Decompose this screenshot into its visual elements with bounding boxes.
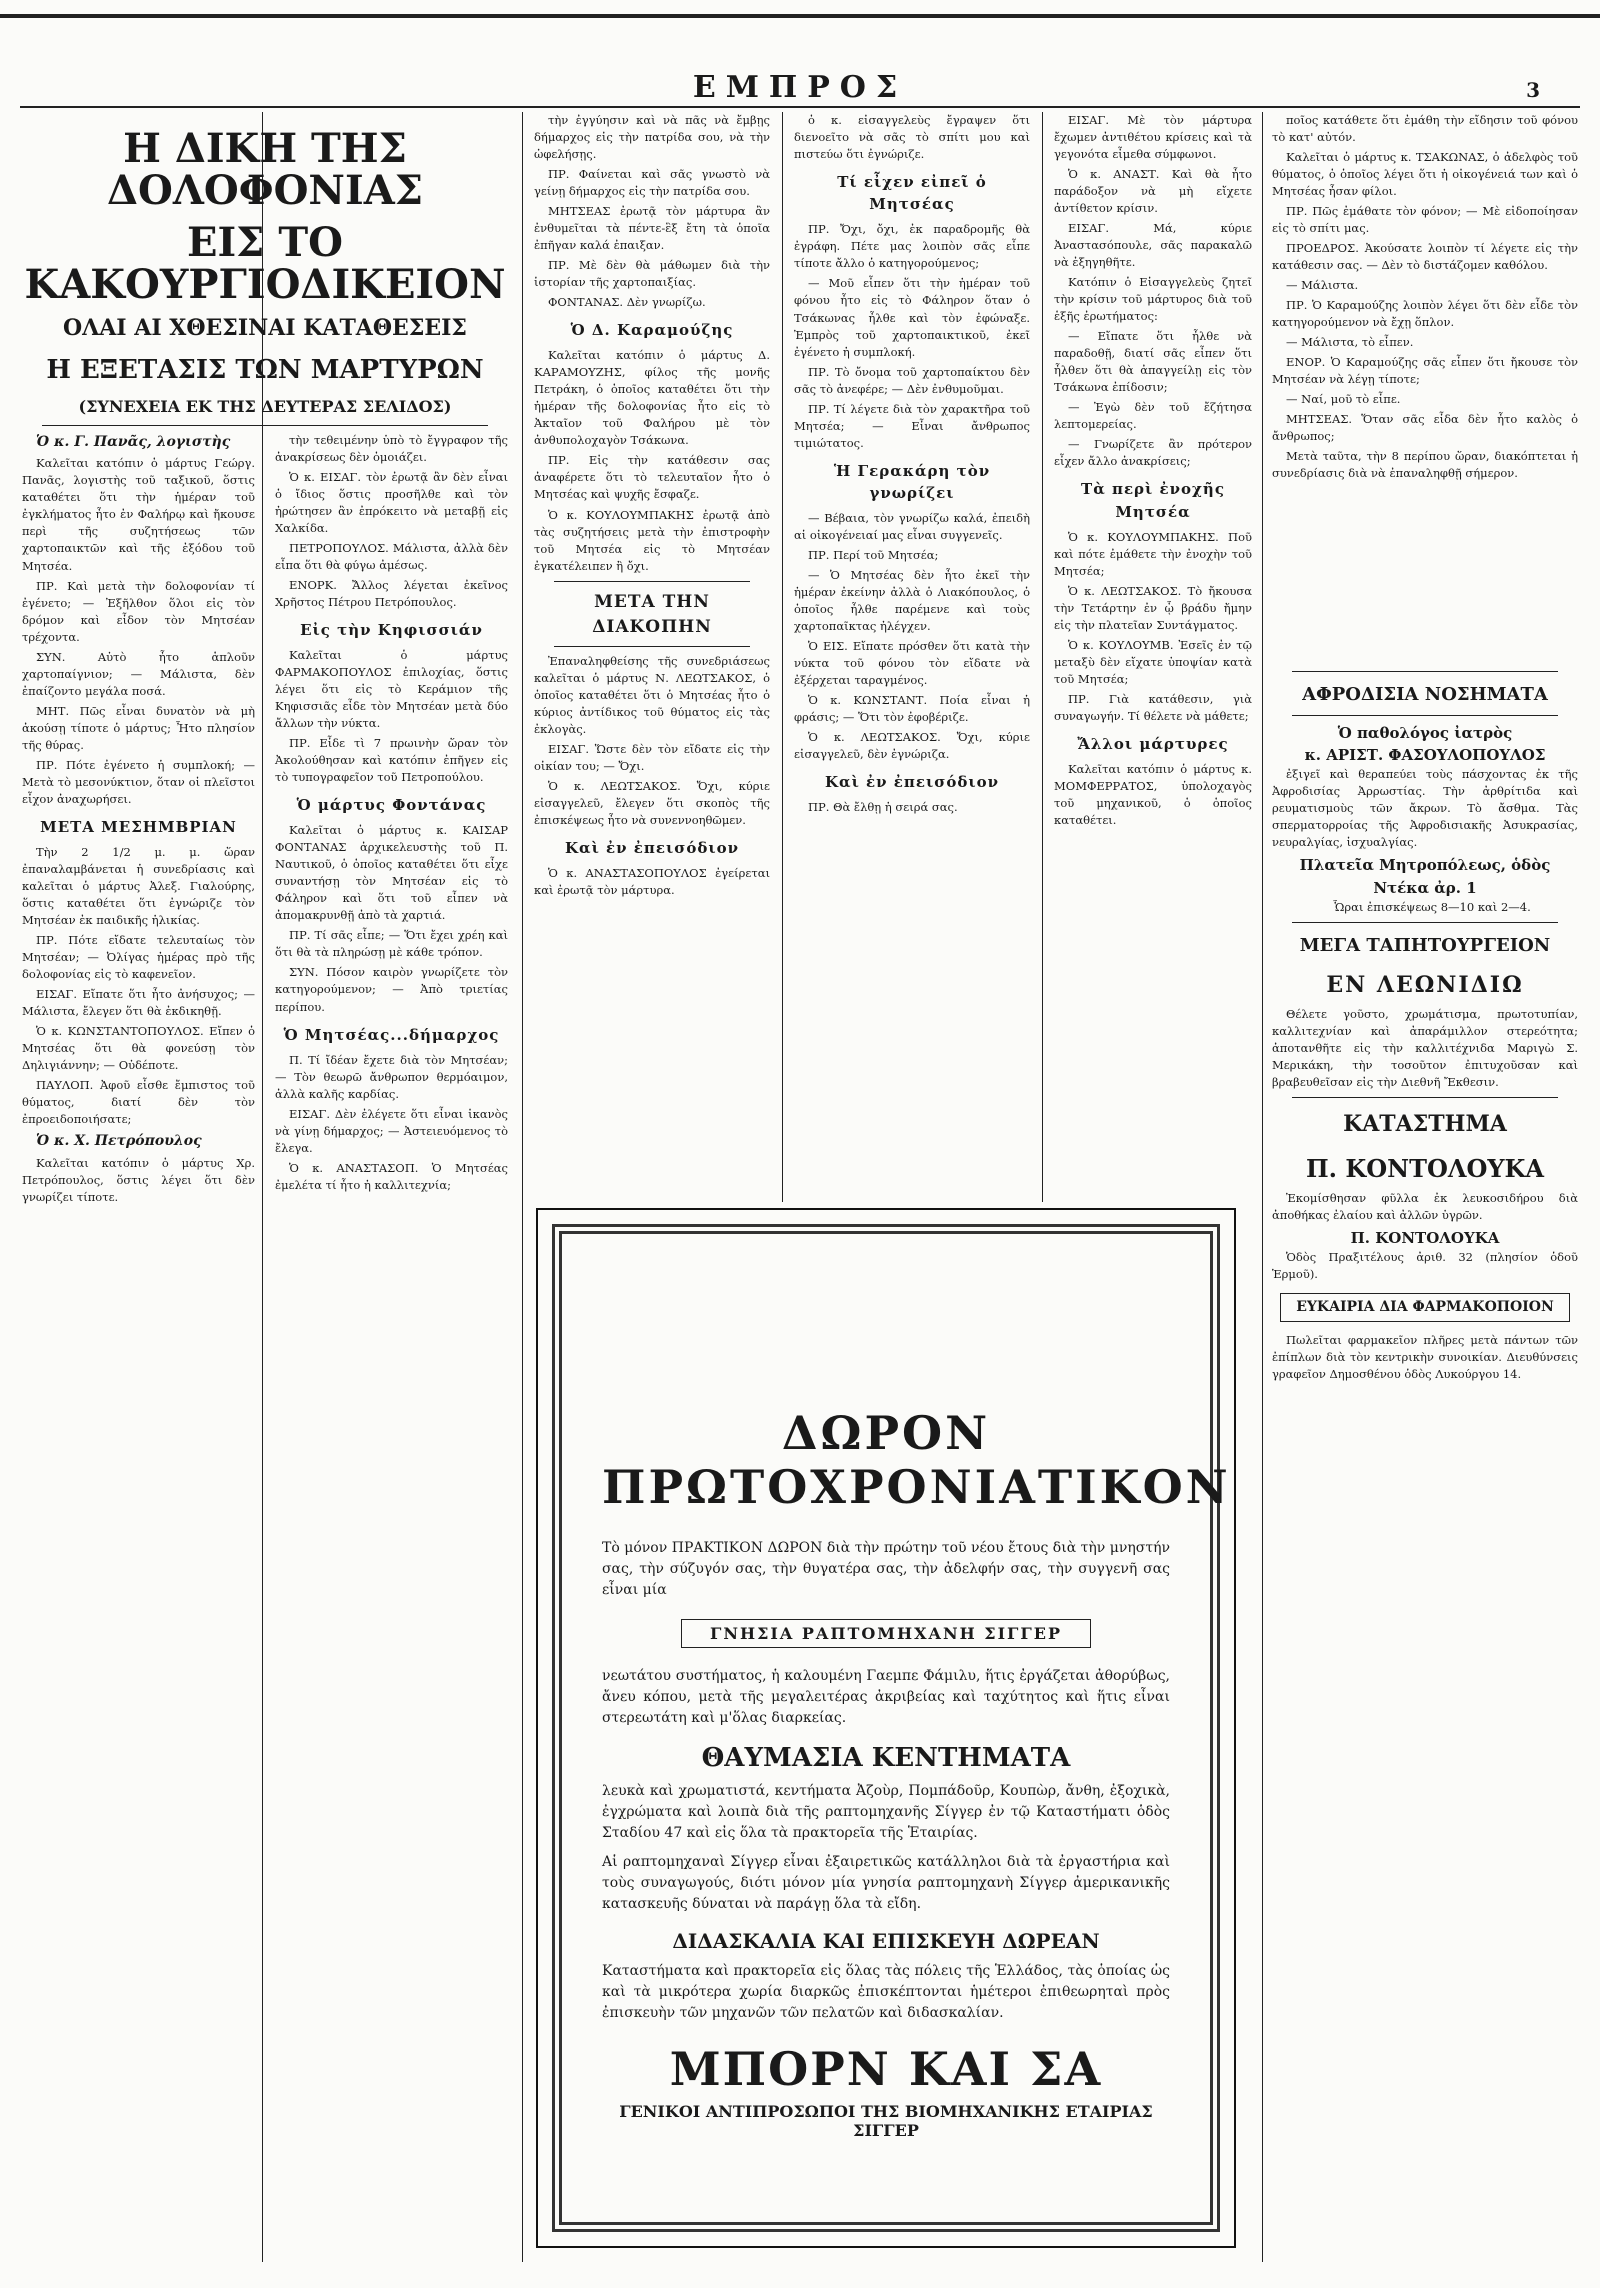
divider (1292, 922, 1558, 923)
paragraph: ΕΝΟΡ. Ὁ Καραμούζης σᾶς εἶπεν ὅτι ἤκουσε τὸν Μητσέαν νὰ λέγῃ τίποτε; (1272, 355, 1578, 387)
ad-inner-border (552, 1224, 1231, 2232)
section-heading: Τί εἶχεν εἰπεῖ ὁ Μητσέας (837, 173, 987, 214)
paragraph: ποῖος κατάθετε ὅτι ἐμάθη τὴν εἴδησιν τοῦ φόνου τὸ κατ' αὐτόν. (1272, 113, 1578, 145)
headline-witnesses: Η ΕΞΕΤΑΣΙΣ ΤΩΝ ΜΑΡΤΥΡΩΝ (46, 354, 484, 385)
paragraph: Πωλεῖται φαρμακεῖον πλῆρες μετὰ πάντων τῶν ἐπίπλων διὰ τὸν κεντρικὴν συνοικίαν. Διευθύνσεις γραφεῖον Δημοσθένου ὁδὸς Λυκούργου 14. (1272, 1333, 1578, 1382)
paragraph: τὴν τεθειμένην ὑπὸ τὸ ἔγγραφον τῆς ἀνακρίσεως δὲν ὁμοιάζει. (275, 432, 508, 464)
column-5 (1054, 112, 1252, 1192)
paragraph: Ὁ κ. ΛΕΩΤΣΑΚΟΣ. Ὄχι, κύριε εἰσαγγελεῦ, ἔλεγεν ὅτι σκοπὸς τῆς ἐπισκέψεως ἦτο νὰ συνεννοηθῶμεν. (534, 778, 770, 828)
paragraph: — Μάλιστα, τὸ εἶπεν. (1286, 335, 1414, 350)
paragraph: ὁ κ. εἰσαγγελεὺς ἔγραψεν ὅτι διενοεῖτο νὰ σᾶς τὸ σπίτι μου καὶ πιστεύω ὅτι ἐγνώριζε. (794, 113, 1030, 162)
paragraph: ΠΡΟΕΔΡΟΣ. Ἀκούσατε λοιπὸν τί λέγετε εἰς τὴν κατάθεσιν σας. — Δὲν τὸ διστάζομεν καθόλου. (1272, 241, 1578, 273)
paragraph: ΣΥΝ. Αὐτὸ ἦτο ἁπλοῦν χαρτοπαίγνιον; — Μάλιστα, δὲν ἐπαίζοντο μεγάλα ποσά. (22, 649, 255, 698)
paragraph: ΜΗΤΣΕΑΣ. Ὅταν σᾶς εἶδα δὲν ἦτο καλὸς ὁ ἄνθρωπος; (1272, 412, 1578, 444)
paragraph: ΠΡ. Εἰς τὴν κατάθεσιν σας ἀναφέρετε ὅτι τὸ τελευταῖον ἦτο ὁ Μητσέας καὶ ψυχῆς ἔσφαζε. (534, 453, 770, 502)
paragraph: — Μοῦ εἶπεν ὅτι τὴν ἡμέραν τοῦ φόνου ἦτο εἰς τὸ Φάληρον ὅταν ὁ Τσάκωνας ἦλθε καὶ τὸν ἐφώναξε. Ἐμπρὸς τοῦ χαρτοπαικτικοῦ, ἐκεῖ ἐγένετο ἡ συμπλοκή. (794, 276, 1030, 359)
headline-main: Η ΔΙΚΗ ΤΗΣ ΔΟΛΟΦΟΝΙΑΣ (106, 125, 424, 214)
paragraph: Μετὰ ταῦτα, τὴν 8 περίπου ὥραν, διακόπτεται ἡ συνεδρίασις διὰ νὰ ἐπαναληφθῇ σήμερον. (1272, 449, 1578, 481)
paragraph: ΠΑΥΛΟΠ. Ἀφοῦ εἶσθε ἔμπιστος τοῦ θύματος, διατί δὲν τὸν ἐπροειδοποιήσατε; (22, 1078, 255, 1127)
paragraph: — Ὁ Μητσέας δὲν ἦτο ἐκεῖ τὴν ἡμέραν ἐκείνην ἀλλὰ ὁ Λιακόπουλος, ὁ ὁποῖος ἦλθε παρέμενε καὶ τοὺς χαρτοπαῖκτας ἠλέγχεν. (794, 568, 1030, 634)
ad-doctor-label: Ὁ παθολόγος ἰατρὸς (1337, 723, 1513, 742)
paragraph: ΠΡ. Θὰ ἔλθῃ ἡ σειρά σας. (808, 800, 958, 815)
ad-pharmacy-title: ΕΥΚΑΙΡΙΑ ΔΙΑ ΦΑΡΜΑΚΟΠΟΙΟΝ (1280, 1293, 1570, 1322)
section-heading: Εἰς τὴν Κηφισσιάν (300, 620, 483, 639)
paragraph: Ὁ κ. ΛΕΩΤΣΑΚΟΣ. Ὄχι, κύριε εἰσαγγελεῦ, δὲν ἐγνώριζα. (794, 730, 1030, 762)
ad-paragraph: λευκὰ καὶ χρωματιστά, κεντήματα Ἀζοὺρ, Πομπάδοῦρ, Κουπὼρ, ἄνθη, ἐξοχικὰ, ἐγχρώματα καὶ λοιπὰ διὰ τῆς ραπτομηχανῆς Σίγγερ ἐν τῷ Καταστήματι ὁδὸς Σταδίου 47 καὶ εἰς ὅλα τὰ πρακτορεῖα τῆς Ἑταιρίας. (602, 1783, 1170, 1841)
paragraph: Ὁ κ. ΕΙΣΑΓ. τὸν ἐρωτᾷ ἂν δὲν εἶναι ὁ ἴδιος ὅστις προσῆλθε καὶ τὸν ἠρώτησεν ἂν ἐπρόκειτο νὰ μεταβῇ εἰς Χαλκίδα. (275, 469, 508, 535)
paragraph: ΠΡ. Τί σᾶς εἶπε; — Ὅτι ἔχει χρέη καὶ ὅτι θὰ τὰ πληρώσῃ μὲ κάθε τρόπον. (275, 928, 508, 960)
paragraph: — Ναί, μοῦ τὸ εἶπε. (1286, 392, 1401, 407)
paragraph: ΕΙΣΑΓ. Ὥστε δὲν τὸν εἴδατε εἰς τὴν οἰκίαν του; — Ὄχι. (534, 741, 770, 773)
paragraph: Ὁ ΕΙΣ. Εἴπατε πρόσθεν ὅτι κατὰ τὴν νύκτα τοῦ φόνου τὸν εἴδατε νὰ ἐξέρχεται ταραγμένος. (794, 639, 1030, 688)
ad-carpet-title: ΜΕΓΑ ΤΑΠΗΤΟΥΡΓΕΙΟΝ (1299, 934, 1551, 956)
ad-footer: ΓΕΝΙΚΟΙ ΑΝΤΙΠΡΟΣΩΠΟΙ ΤΗΣ ΒΙΟΜΗΧΑΝΙΚΗΣ ΕΤΑΙΡΙΑΣ ΣΙΓΓΕΡ (619, 2102, 1153, 2140)
paragraph: Καλεῖται κατόπιν ὁ μάρτυς Δ. ΚΑΡΑΜΟΥΖΗΣ, φίλος τῆς μονῆς Πετράκη, ὁ ὁποῖος καταθέτει ὅτι τὴν ἡμέραν τῆς δολοφονίας ἦτο εἰς τὸ Ἀκταῖον τοῦ Φαλήρου μὲ τὸν ἀνθυπολοχαγὸν Τσάκωνα. (534, 348, 770, 448)
ad-singer-box: ΓΝΗΣΙΑ ΡΑΠΤΟΜΗΧΑΝΗ ΣΙΓΓΕΡ (681, 1619, 1091, 1648)
ad-paragraph: νεωτάτου συστήματος, ἡ καλουμένη Γαεμπε Φάμιλυ, ἥτις ἐργάζεται ἀθορύβως, ἄνευ κόπου, μετὰ τῆς μεγαλειτέρας ἀκριβείας καὶ ταχύτητος καὶ ἥτις εἶναι στερεωτάτη καὶ μ'ὅλας διαρκείας. (602, 1668, 1170, 1726)
paragraph: Ἐκομίσθησαν φῦλλα ἐκ λευκοσιδήρου διὰ ἀποθήκας ἐλαίου καὶ ἀλλῶν ὑγρῶν. (1272, 1191, 1578, 1223)
divider (554, 646, 750, 647)
paragraph: ΜΗΤΣΕΑΣ ἐρωτᾷ τὸν μάρτυρα ἂν ἐνθυμεῖται τὰ πέντε-ἓξ ἔτη τὰ ὁποῖα ἐπῆγαν καλά ἐπαιξαν. (534, 204, 770, 253)
paragraph: Ὁ κ. ΚΟΥΛΟΥΜΠΑΚΗΣ. Ποῦ καὶ πότε ἐμάθετε τὴν ἐνοχὴν τοῦ Μητσέα; (1054, 529, 1252, 578)
ad-store-address: Ὁδὸς Πραξιτέλους ἀριθ. 32 (πλησίον ὁδοῦ Ἑρμοῦ). (1272, 1250, 1578, 1282)
page-number: 3 (1526, 78, 1540, 102)
paragraph: ΣΥΝ. Πόσον καιρὸν γνωρίζετε τὸν κατηγορούμενον; — Ἀπὸ τριετίας περίπου. (275, 965, 508, 1014)
paragraph: Ὁ κ. ΑΝΑΣΤΑΣΟΠΟΥΛΟΣ ἐγείρεται καὶ ἐρωτᾷ τὸν μάρτυρα. (534, 866, 770, 898)
paragraph: ἐξιγεῖ καὶ θεραπεύει τοὺς πάσχοντας ἐκ τῆς Ἀφροδισίας Ἀρρωστίας. Τὴν ἀρθρίτιδα καὶ ρευματισμοὺς τῶν ἄκρων. Τὸ ἄσθμα. Τὰς σπερματορροίας τῆς Ἀφροδισιακῆς Ἀσυκρασίας, νευραλγίας, ἰσχυαλγίας. (1272, 767, 1578, 850)
ad-brand: ΜΠΟΡΝ ΚΑΙ ΣΑ (669, 2042, 1103, 2096)
top-rule (0, 14, 1600, 18)
paragraph: ΠΡ. Πῶς ἐμάθατε τὸν φόνον; — Μὲ εἰδοποίησαν εἰς τὸ σπίτι μας. (1272, 204, 1578, 236)
paragraph: — Εἴπατε ὅτι ἦλθε νὰ παραδοθῇ, διατί σᾶς εἶπεν ὅτι ἦλθεν ὅτι θὰ ἀπαγγείλῃ εἰς τὸν Τσάκωνα ἐπίδοσιν; (1054, 329, 1252, 395)
paragraph: Ὁ κ. ΛΕΩΤΣΑΚΟΣ. Τὸ ἤκουσα τὴν Τετάρτην ἐν ᾧ βράδυ ἤμην εἰς τὴν πλατεῖαν Συντάγματος. (1054, 583, 1252, 632)
ad-store-sub: Π. ΚΟΝΤΟΛΟΥΚΑ (1306, 1153, 1544, 1183)
paragraph: — Βέβαια, τὸν γνωρίζω καλά, ἐπειδὴ αἱ οἰκογένειαί μας εἶναι συγγενεῖς. (794, 511, 1030, 543)
ad-doctor-name: κ. ΑΡΙΣΤ. ΦΑΣΟΥΛΟΠΟΥΛΟΣ (1304, 746, 1546, 765)
paragraph: ΦΟΝΤΑΝΑΣ. Δὲν γνωρίζω. (548, 295, 706, 310)
column-3 (534, 112, 770, 1192)
witness-heading: Ὁ κ. Γ. Πανᾶς, λογιστὴς (36, 433, 231, 450)
paragraph: — Μάλιστα. (1286, 278, 1359, 293)
paragraph: ΕΙΣΑΓ. Μά, κύριε Ἀναστασόπουλε, σᾶς παρακαλῶ νὰ ἐξηγηθῆτε. (1054, 221, 1252, 270)
section-heading: ΜΕΤΑ ΤΗΝ ΔΙΑΚΟΠΗΝ (592, 591, 712, 637)
section-heading: Ὁ μάρτυς Φοντάνας (296, 796, 487, 815)
column-6 (1272, 112, 1578, 2272)
ad-doctor-hours: Ὧραι ἐπισκέψεως 8—10 καὶ 2—4. (1333, 899, 1531, 914)
column-4 (794, 112, 1030, 1192)
section-heading: Ὁ Μητσέας...δήμαρχος (283, 1025, 500, 1044)
divider (42, 425, 488, 426)
paragraph: ΠΡ. Τὸ ὄνομα τοῦ χαρτοπαίκτου δὲν σᾶς τὸ ἀνεφέρε; — Δὲν ἐνθυμοῦμαι. (794, 364, 1030, 396)
paragraph: ΠΡ. Εἶδε τὶ 7 πρωινὴν ὥραν τὸν Ἀκολούθησαν καὶ κατόπιν ἐπῆγεν εἰς τὸ τυπογραφεῖον τοῦ Πετροπούλου. (275, 736, 508, 785)
section-heading: Τὰ περὶ ἐνοχῆς Μητσέα (1081, 480, 1225, 521)
headline-continued: (ΣΥΝΕΧΕΙΑ ΕΚ ΤΗΣ ΔΕΥΤΕΡΑΣ ΣΕΛΙΔΟΣ) (78, 397, 452, 417)
column-divider (1042, 112, 1043, 1202)
paragraph: Καλεῖται ὁ μάρτυς κ. ΤΣΑΚΩΝΑΣ, ὁ ἀδελφὸς τοῦ θύματος, ὁ ὁποῖος λέγει ὅτι ἡ οἰκογένειά των καὶ ὁ Μητσέας ἦσαν φίλοι. (1272, 150, 1578, 199)
divider (1292, 715, 1558, 716)
paragraph: ΠΡ. Ὄχι, ὄχι, ἐκ παραδρομῆς θὰ ἐγράφη. Πέτε μας λοιπὸν σᾶς εἶπε τίποτε ἄλλο ὁ κατηγορούμενος; (794, 222, 1030, 271)
section-heading: Ὁ Δ. Καραμούζης (570, 321, 734, 340)
paragraph: Ἐπαναληφθείσης τῆς συνεδριάσεως καλεῖται ὁ μάρτυς Ν. ΛΕΩΤΣΑΚΟΣ, ὁ ὁποῖος καταθέτει ὅτι ὁ Μητσέας ἦτο ὁ κύριος ἀντίδικος τοῦ θύματος εἰς τὰς ἐκλογὰς. (534, 653, 770, 736)
paragraph: Καλεῖται κατόπιν ὁ μάρτυς Γεώργ. Πανᾶς, λογιστὴς τοῦ ταξικοῦ, ὅστις καταθέτει ὅτι τὴν ἡμέραν τοῦ ἐγκλήματος ἦτο ἐν Φαλήρῳ καὶ ἤκουσε περὶ τῆς συζητήσεως τῶν χαρτοπαικτῶν καὶ τῆς ἐξόδου τοῦ Μητσέα. (22, 456, 255, 573)
ad-paragraph: Τὸ μόνον ΠΡΑΚΤΙΚΟΝ ΔΩΡΟΝ διὰ τὴν πρώτην τοῦ νέου ἔτους διὰ τὴν μνηστήν σας, τὴν σύζυγόν σας, τὴν θυγατέρα σας, τὴν ἀδελφήν σας, τὴν συγγενῆ σας εἶναι μία (602, 1540, 1170, 1598)
ad-paragraph: Καταστήματα καὶ πρακτορεῖα εἰς ὅλας τὰς πόλεις τῆς Ἑλλάδος, τὰς ὁποίας ὡς καὶ τὰ μικρότερα χωρία διαρκῶς ἐπισκέπτονται ἡμέτεροι ἐπιθεωρηταὶ πρὸς ἐπισκευὴν τῶν μηχανῶν τῶν πελατῶν καὶ διδασκαλίαν. (602, 1963, 1170, 2021)
paragraph: Ὁ κ. ΚΟΥΛΟΥΜΠΑΚΗΣ ἐρωτᾷ ἀπὸ τὰς συζητήσεις μετὰ τὴν ἐπιστροφὴν τοῦ Μητσέα εἰς τὸ Μητσέαν ἐγκατέλειπεν ἢ ὄχι. (534, 507, 770, 573)
paragraph: ΠΡ. Πότε ἐγένετο ἡ συμπλοκή; — Μετὰ τὸ μεσονύκτιον, ὅταν οἱ πλεῖστοι εἶχον ἀναχωρήσει. (22, 757, 255, 806)
paragraph: ΠΡ. Γιὰ κατάθεσιν, γιὰ συναγωγήν. Τί θέλετε νὰ μάθετε; (1054, 691, 1252, 723)
paragraph: Ὁ κ. ΑΝΑΣΤ. Καὶ θὰ ἦτο παράδοξον νὰ μὴ εἴχετε ἀντίθετον κρίσιν. (1054, 167, 1252, 216)
section-heading: Καὶ ἐν ἐπεισόδιον (824, 773, 1000, 792)
masthead-rule (20, 106, 1580, 108)
headline-court: ΕΙΣ ΤΟ ΚΑΚΟΥΡΓΙΟΔΙΚΕΙΟΝ (24, 219, 506, 308)
paragraph: Ὁ κ. ΚΟΥΛΟΥΜΒ. Ἐσεῖς ἐν τῷ μεταξὺ δὲν εἴχατε ὑποψίαν κατὰ τοῦ Μητσέα; (1054, 637, 1252, 686)
paragraph: Καλεῖται κατόπιν ὁ μάρτυς Χρ. Πετρόπουλος, ὅστις λέγει ὅτι δὲν γνωρίζει τίποτε. (22, 1155, 255, 1204)
ad-lessons-heading: ΔΙΔΑΣΚΑΛΙΑ ΚΑΙ ΕΠΙΣΚΕΥΗ ΔΩΡΕΑΝ (672, 1929, 1100, 1953)
paragraph: ΠΡ. Τί λέγετε διὰ τὸν χαρακτῆρα τοῦ Μητσέα; — Εἶναι ἄνθρωπος τιμιώτατος. (794, 401, 1030, 450)
singer-advertisement (536, 1208, 1236, 2248)
column-divider (522, 112, 523, 2262)
paragraph: ΠΡ. Καὶ μετὰ τὴν δολοφονίαν τί ἐγένετο; — Ἐξῆλθον ὅλοι εἰς τὸν δρόμον καὶ εἶδον τὸν Μητσέαν τρέχοντα. (22, 578, 255, 644)
paragraph: — Γνωρίζετε ἂν πρότερον εἶχεν ἄλλο ἀνακρίσεις; (1054, 437, 1252, 469)
section-heading: ΜΕΤΑ ΜΕΣΗΜΒΡΙΑΝ (40, 817, 237, 836)
ad-carpet-sub: ΕΝ ΛΕΩΝΙΔΙΩ (1326, 972, 1524, 999)
ad-store-name: Π. ΚΟΝΤΟΛΟΥΚΑ (1350, 1229, 1500, 1248)
ad-title: ΔΩΡΟΝ ΠΡΩΤΟΧΡΟΝΙΑΤΙΚΟΝ (602, 1406, 1231, 1514)
paragraph: Καλεῖται ὁ μάρτυς κ. ΚΑΙΣΑΡ ΦΟΝΤΑΝΑΣ ἀρχικελευστὴς τοῦ Π. Ναυτικοῦ, ὁ ὁποῖος καταθέτει ὅτι εἶχε συναντήσῃ τὸν Μητσέαν εἰς τὸ Φάληρον καὶ ὅτι τοῦ εἶπεν νὰ ἀπομακρυνθῇ ἀπὸ τὰ χαρτιά. (275, 823, 508, 923)
paragraph: ΠΡ. Περί τοῦ Μητσέα; (808, 548, 939, 563)
paragraph: Κατόπιν ὁ Εἰσαγγελεὺς ζητεῖ τὴν κρίσιν τοῦ μάρτυρος διὰ τοῦ ἑξῆς ἐρωτήματος: (1054, 275, 1252, 324)
paragraph: ΠΡ. Πότε εἴδατε τελευταίως τὸν Μητσέαν; — Ὀλίγας ἡμέρας πρὸ τῆς δολοφονίας εἰς τὸ καφενεῖον. (22, 932, 255, 982)
paragraph: ΠΡ. Φαίνεται καὶ σᾶς γνωστὸ νὰ γείνῃ δήμαρχος εἰς τὴν πατρίδα σου. (534, 167, 770, 199)
column-divider (1262, 112, 1263, 2262)
paragraph: ΠΡ. Ὁ Καραμούζης λοιπὸν λέγει ὅτι δὲν εἶδε τὸν κατηγορούμενον νὰ ἔχῃ ὅπλον. (1272, 298, 1578, 330)
ad-store-title: ΚΑΤΑΣΤΗΜΑ (1343, 1111, 1507, 1138)
ad-venereal-title: ΑΦΡΟΔΙΣΙΑ ΝΟΣΗΜΑΤΑ (1302, 684, 1548, 706)
paragraph: Θέλετε γοῦστο, χρωμάτισμα, πρωτοτυπίαν, καλλιτεχνίαν καὶ ἀπαράμιλλον στερεότητα; ἀποτανθῆτε εἰς τὴν καλλιτέχνιδα Μαριγὼ Σ. Μερικάκη, τὴν τοσοῦτον ἐπιτυχοῦσαν καὶ βραβευθεῖσαν εἰς τὴν Διεθνῆ Ἔκθεσιν. (1272, 1006, 1578, 1090)
paragraph: ΕΙΣΑΓ. Μὲ τὸν μάρτυρα ἔχωμεν ἀντιθέτου κρίσεις καὶ τὰ γεγονότα εἶμεθα σύμφωνοι. (1054, 113, 1252, 162)
paragraph: Ὁ κ. ΚΩΝΣΤΑΝΤ. Ποία εἶναι ἡ φράσις; — Ὅτι τὸν ἐφοβέριζε. (794, 693, 1030, 725)
paragraph: ΠΕΤΡΟΠΟΥΛΟΣ. Μάλιστα, ἀλλὰ δὲν εἶπα ὅτι θὰ φύγω ἀμέσως. (275, 540, 508, 572)
section-heading: Καὶ ἐν ἐπεισόδιον (564, 839, 740, 858)
divider (1292, 1097, 1558, 1098)
paragraph: ΕΙΣΑΓ. Δὲν ἐλέγετε ὅτι εἶναι ἱκανὸς νὰ γίνῃ δήμαρχος; — Ἀστειευόμενος τὸ ἔλεγα. (275, 1106, 508, 1155)
paragraph: ΠΡ. Μὲ δὲν θὰ μάθωμεν διὰ τὴν ἱστορίαν τῆς χαρτοπαιξίας. (534, 258, 770, 290)
paragraph: ΕΝΟΡΚ. Ἄλλος λέγεται ἐκεῖνος Χρῆστος Πέτρου Πετρόπουλος. (275, 577, 508, 609)
paragraph: ΕΙΣΑΓ. Εἴπατε ὅτι ἦτο ἀνήσυχος; — Μάλιστα, ἔλεγεν ὅτι θὰ ἐκδικηθῇ. (22, 987, 255, 1019)
masthead-title: ΕΜΠΡΟΣ (692, 70, 908, 105)
paragraph: ΜΗΤ. Πῶς εἶναι δυνατὸν νὰ μὴ ἀκούσῃ τίποτε ὁ μάρτυς; Ἦτο πλησίον τῆς θύρας. (22, 703, 255, 752)
paragraph: Καλεῖται ὁ μάρτυς ΦΑΡΜΑΚΟΠΟΥΛΟΣ ἐπιλοχίας, ὅστις λέγει ὅτι εἰς τὸ Κεράμιον τῆς Κηφισσιᾶς εἶδε τὸν Μητσέαν μετὰ δύο ἄλλων τὴν νύκτα. (275, 648, 508, 731)
headline-depositions: ΟΛΑΙ ΑΙ ΧΘΕΣΙΝΑΙ ΚΑΤΑΘΕΣΕΙΣ (63, 315, 467, 341)
divider (1292, 671, 1558, 672)
ad-paragraph: Αἱ ραπτομηχαναὶ Σίγγερ εἶναι ἐξαιρετικῶς κατάλληλοι διὰ τὰ ἐργαστήρια καὶ τοὺς συναγωγούς, διότι μόνον μία γνησία ραπτομηχανὴ Σίγγερ ἀμερικανικῆς κατασκευῆς δύναται νὰ παράγῃ ὅλα τὰ εἴδη. (602, 1854, 1170, 1912)
section-heading: Ἄλλοι μάρτυρες (1077, 734, 1229, 753)
paragraph: — Ἐγὼ δὲν τοῦ ἔζήτησα λεπτομερείας. (1054, 400, 1252, 432)
column-1 (22, 112, 508, 2272)
divider (554, 581, 750, 582)
ad-doctor-address: Πλατεῖα Μητροπόλεως, ὁδὸς Ντέκα ἀρ. 1 (1299, 856, 1551, 897)
paragraph: Καλεῖται κατόπιν ὁ μάρτυς κ. ΜΟΜΦΕΡΡΑΤΟΣ, ὑπολοχαγὸς τοῦ μηχανικοῦ, ὁ ὁποῖος καταθέτει. (1054, 762, 1252, 828)
paragraph: Ὁ κ. ΚΩΝΣΤΑΝΤΟΠΟΥΛΟΣ. Εἴπεν ὁ Μητσέας ὅτι θὰ φονεύσῃ τὸν Δηλιγιάννην; — Οὐδέποτε. (22, 1024, 255, 1073)
section-heading: Ἡ Γερακάρη τὸν γνωρίζει (833, 461, 991, 502)
paragraph: τὴν ἐγγύησιν καὶ νὰ πᾶς νὰ ἔμβῃς δήμαρχος εἰς τὴν πατρίδα σου, νὰ τὴν ὠφελήσῃς. (534, 113, 770, 162)
column-divider (782, 112, 783, 1202)
witness-heading: Ὁ κ. Χ. Πετρόπουλος (36, 1133, 202, 1150)
paragraph: Π. Τί ἴδέαν ἔχετε διὰ τὸν Μητσέαν; — Τὸν θεωρῶ ἄνθρωπον θερμόαιμον, ἀλλὰ καλῆς καρδίας. (275, 1052, 508, 1101)
ad-embroidery-heading: ΘΑΥΜΑΣΙΑ ΚΕΝΤΗΜΑΤΑ (701, 1743, 1071, 1773)
paragraph: Ὁ κ. ΑΝΑΣΤΑΣΟΠ. Ὁ Μητσέας ἐμελέτα τί ἦτο ἡ καλλιτεχνία; (275, 1160, 508, 1192)
paragraph: Τὴν 2 1/2 μ. μ. ὥραν ἐπαναλαμβάνεται ἡ συνεδρίασις καὶ καλεῖται ὁ μάρτυς Ἀλεξ. Γιαλούρης, ὅστις καταθέτει ὅτι ἐγνώριζε τὸν Μητσέαν ἐκ παιδικῆς ἡλικίας. (22, 844, 255, 927)
